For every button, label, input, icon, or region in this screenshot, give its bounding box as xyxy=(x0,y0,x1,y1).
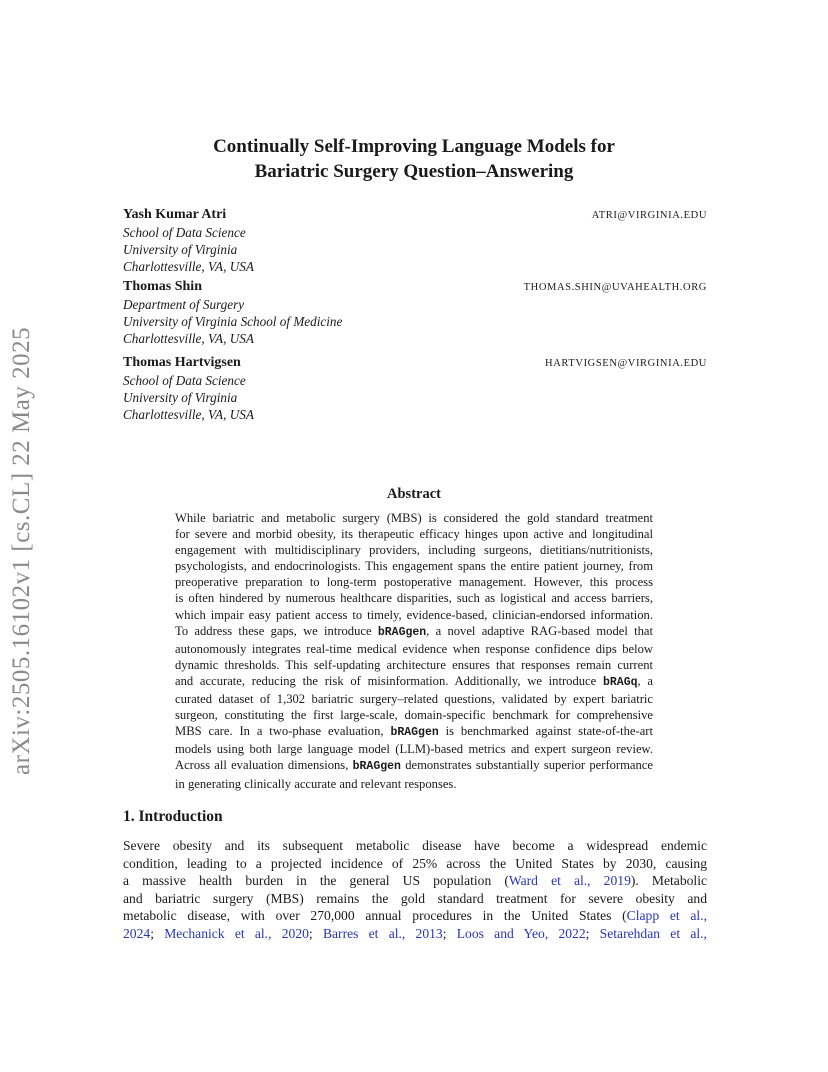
text-run: Across all evaluation dimensions, xyxy=(175,758,353,773)
arxiv-identifier: arXiv:2505.16102v1 [cs.CL] 22 May 2025 xyxy=(8,326,35,775)
text-run: and accurate, reducing the risk of misinformation. Additionally, we introduce xyxy=(175,673,603,688)
abstract-line xyxy=(175,673,653,691)
author-affiliation xyxy=(123,372,707,423)
abstract-line: models using both large language model (LLM)-based metrics and expert surgeon review. xyxy=(175,742,653,757)
citation-separator: ; xyxy=(150,925,165,941)
author-email[interactable]: THOMAS.SHIN@UVAHEALTH.ORG xyxy=(523,282,707,293)
model-name-code: bRAGgen xyxy=(377,625,427,639)
title-line-1: Continually Self-Improving Language Models for xyxy=(213,136,615,157)
abstract-line: is often hindered by numerous healthcare disparities, such as logistical and access barriers, xyxy=(175,591,653,606)
abstract-line xyxy=(175,723,653,741)
model-name-code: bRAGgen xyxy=(390,726,439,740)
abstract-line: surgeon, constituting the first large-scale, domain-specific benchmark for comprehensive xyxy=(175,708,653,723)
author-email[interactable]: HARTVIGSEN@VIRGINIA.EDU xyxy=(545,358,707,369)
abstract-body xyxy=(175,510,653,792)
title-line-2: Bariatric Surgery Question–Answering xyxy=(254,161,574,182)
text-run: ). Metabolic xyxy=(630,873,708,888)
text-run: metabolic disease, with over 270,000 annual procedures in the United States ( xyxy=(123,908,627,923)
intro-line: condition, leading to a projected incidence of 25% across the United States by 2030, causing xyxy=(123,855,707,871)
intro-line: Severe obesity and its subsequent metabolic disease have become a widespread endemic xyxy=(123,838,707,853)
abstract-line: which impair easy patient access to timely, evidence-based, clinician-endorsed information. xyxy=(175,607,653,622)
affiliation-line: School of Data Science xyxy=(123,373,246,388)
abstract-line: engagement with multidisciplinary providers, including surgeons, dietitians/nutritionists, xyxy=(175,543,653,558)
author-affiliation xyxy=(123,224,707,275)
abstract-line: psychologists, and endocrinologists. This engagement spans the entire patient journey, from xyxy=(175,559,653,574)
intro-line: and bariatric surgery (MBS) remains the gold standard treatment for severe obesity and xyxy=(123,890,707,906)
author-affiliation xyxy=(123,296,707,347)
author-name: Yash Kumar Atri xyxy=(123,207,227,222)
affiliation-line: Charlottesville, VA, USA xyxy=(123,259,254,274)
citation-link[interactable]: Clapp et al., xyxy=(626,908,707,923)
citation-link[interactable]: Loos and Yeo, 2022 xyxy=(456,925,586,941)
text-run: , a novel adaptive RAG-based model that xyxy=(426,623,653,638)
citation-separator: ; xyxy=(585,925,600,941)
text-run: MBS care. In a two-phase evaluation, xyxy=(175,724,391,739)
author-name: Thomas Hartvigsen xyxy=(123,355,241,370)
intro-line xyxy=(123,872,707,890)
author-name: Thomas Shin xyxy=(123,279,202,294)
abstract-line: in generating clinically accurate and relevant responses. xyxy=(175,776,457,791)
citation-separator: ; xyxy=(308,925,323,941)
abstract-line xyxy=(175,757,653,775)
abstract-line: dynamic thresholds. This self-updating architecture ensures that responses remain current xyxy=(175,657,653,672)
abstract-line: for severe and morbid obesity, its therapeutic efficacy hinges upon active and longitudinal xyxy=(175,527,653,542)
model-name-code: bRAGgen xyxy=(352,760,401,774)
text-run: demonstrates substantially superior performance xyxy=(400,758,653,773)
citation-link[interactable]: Setarehdan et al., xyxy=(599,925,707,941)
text-run: To address these gaps, we introduce xyxy=(175,623,378,638)
affiliation-line: University of Virginia xyxy=(123,242,238,257)
section-heading: 1. Introduction xyxy=(123,808,223,825)
abstract-line: While bariatric and metabolic surgery (MBS) is considered the gold standard treatment xyxy=(175,511,653,525)
text-run: , a xyxy=(637,673,653,688)
citation-link[interactable]: Barres et al., 2013 xyxy=(322,925,443,941)
text-run: is benchmarked against state-of-the-art xyxy=(438,724,653,739)
affiliation-line: Department of Surgery xyxy=(123,297,245,312)
author-block-3 xyxy=(123,354,707,423)
dataset-name-code: bRAGq xyxy=(602,675,638,689)
abstract-line xyxy=(175,623,653,641)
author-block-2 xyxy=(123,278,707,347)
affiliation-line: University of Virginia School of Medicine xyxy=(123,314,343,329)
affiliation-line: Charlottesville, VA, USA xyxy=(123,407,254,422)
affiliation-line: University of Virginia xyxy=(123,390,238,405)
abstract-heading: Abstract xyxy=(387,486,441,502)
intro-line xyxy=(123,925,707,943)
intro-line xyxy=(123,907,707,925)
abstract-line: autonomously integrates real-time medical evidence when response confidence dips below xyxy=(175,641,653,656)
author-block-1 xyxy=(123,206,707,275)
introduction-body xyxy=(123,837,707,942)
citation-separator: ; xyxy=(442,925,457,941)
citation-link[interactable]: Mechanick et al., 2020 xyxy=(164,925,309,941)
text-run: a massive health burden in the general US population ( xyxy=(123,873,509,888)
affiliation-line: Charlottesville, VA, USA xyxy=(123,331,254,346)
author-email[interactable]: ATRI@VIRGINIA.EDU xyxy=(591,210,707,221)
citation-link[interactable]: Ward et al., 2019 xyxy=(508,873,631,888)
citation-link[interactable]: 2024 xyxy=(123,925,151,941)
abstract-line: preoperative preparation to long-term postoperative management. However, this process xyxy=(175,575,653,590)
paper-title xyxy=(0,134,828,184)
abstract-line: curated dataset of 1,302 bariatric surgery–related questions, validated by expert bariatric xyxy=(175,692,653,707)
affiliation-line: School of Data Science xyxy=(123,225,246,240)
